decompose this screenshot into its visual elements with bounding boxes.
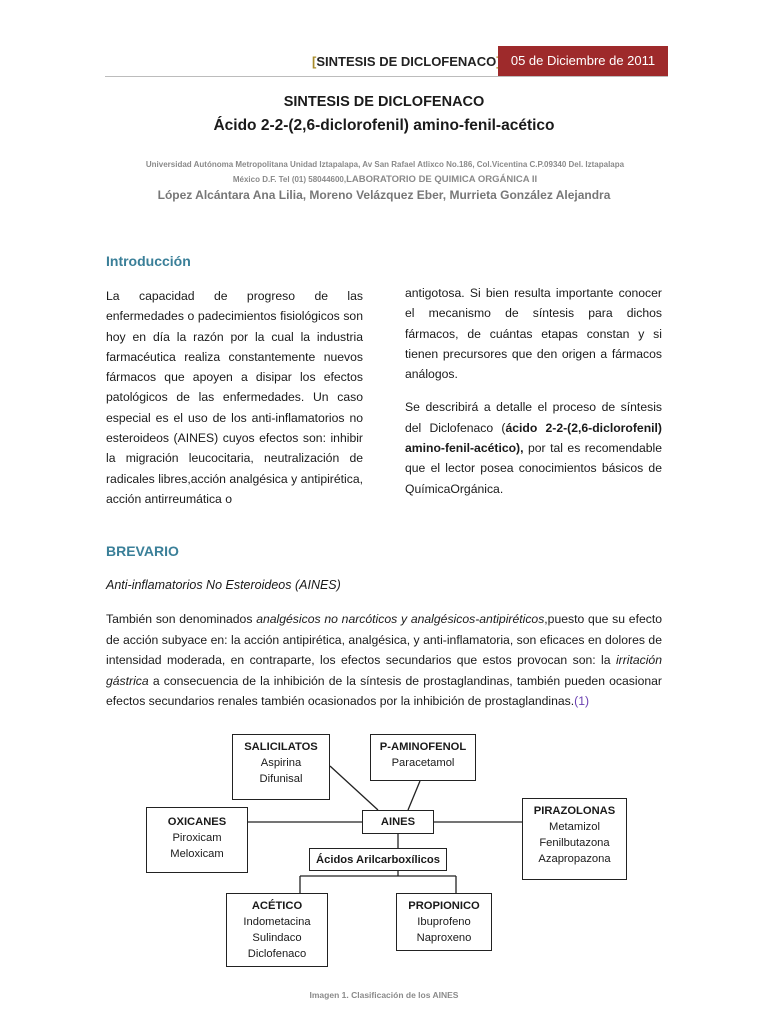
node-title: P-AMINOFENOL [379, 741, 467, 753]
node-item: Aspirina [260, 757, 302, 769]
node-title: AINES [380, 816, 416, 828]
node-title: PROPIONICO [408, 900, 480, 912]
lab-name: LABORATORIO DE QUIMICA ORGÁNICA II [346, 174, 538, 185]
node-item: Indometacina [243, 916, 311, 928]
node-item: Ibuprofeno [417, 916, 471, 928]
node-acetico [226, 893, 328, 967]
intro-right-paragraph-2: Se describirá a detalle el proceso de síntesis del Diclofenaco (ácido 2-2-(2,6-diclorofenil) amino-fenil-acético), por tal es recomendable que el lector posea conocimientos básicos de QuímicaOrgánica. [405, 400, 662, 496]
intro-right-paragraph-1: antigotosa. Si bien resulta importante conocer el mecanismo de síntesis para dichos fármacos, de cuántas etapas constan y si tienen precursores que den origen a fármacos análogos. [405, 286, 662, 382]
node-title: SALICILATOS [244, 741, 318, 753]
node-item: Azapropazona [538, 853, 611, 865]
node-title: OXICANES [167, 816, 227, 828]
brevario-paragraph: También son denominados analgésicos no narcóticos y analgésicos-antipiréticos,puesto que su efecto de acción subyace en: la acción antipirética, analgésica, y anti-inflamatoria, son eficaces en dolores de intensidad moderada, en contraparte, los efectos secundarios que estos provocan son: la irritación gástrica a consecuencia de la inhibición de la síntesis de prostaglandinas, también pueden ocasionar efectos secundarios renales también ocasionados por la inhibición de prostaglandinas.(1) [106, 612, 662, 708]
doc-subtitle: Ácido 2-2-(2,6-diclorofenil) amino-fenil-acético [213, 117, 555, 134]
running-header [312, 46, 656, 76]
figure-caption: Imagen 1. Clasificación de los AINES [309, 990, 459, 1000]
brevario-heading: BREVARIO [106, 543, 179, 559]
node-item: Naproxeno [416, 932, 472, 944]
node-title: ACÉTICO [251, 900, 303, 912]
node-pirazolonas [522, 798, 627, 880]
node-propionico [396, 893, 492, 951]
brevario-subtitle: Anti-inflamatorios No Esteroideos (AINES) [106, 578, 341, 592]
node-item: Difunisal [259, 773, 303, 785]
node-item: Fenilbutazona [539, 837, 610, 849]
authors: López Alcántara Ana Lilia, Moreno Velázquez Eber, Murrieta González Alejandra [157, 188, 611, 202]
node-item: Metamizol [549, 821, 600, 833]
node-aines [362, 810, 434, 834]
affiliation [110, 157, 660, 187]
header-date: 05 de Diciembre de 2011 [498, 46, 668, 76]
header-title: [SINTESIS DE DICLOFENACO [312, 53, 497, 69]
node-p-aminofenol [370, 734, 476, 781]
node-item: Paracetamol [391, 757, 455, 769]
affiliation-line-1: Universidad Autónoma Metropolitana Unidad Iztapalapa, Av San Rafael Atlixco No.186, Col.Vicentina C.P.09340 Del. Iztapalapa [145, 160, 625, 169]
node-acidos-arilcarboxilicos [309, 848, 447, 871]
intro-left-column: La capacidad de progreso de las enfermedades o padecimientos fisiológicos son hoy en día la razón por la cual la industria farmacéutica realiza constantemente nuevos fármacos que apoyen a disipar los efectos patológicos de las enfermedades. Un caso especial es el uso de los anti-inflamatorios no esteroideos (AINES) cuyos efectos son: inhibir la migración leucocitaria, neutralización de radicales libres,acción analgésica y antipirética, acción antirreumática o [106, 289, 363, 506]
intro-right-column [405, 283, 662, 512]
node-item: Meloxicam [170, 848, 224, 860]
node-title: Ácidos Arilcarboxílicos [316, 854, 440, 866]
affiliation-line-2: México D.F. Tel (01) 58044600,LABORATORIO DE QUIMICA ORGÁNICA II [232, 174, 538, 185]
intro-heading: Introducción [106, 253, 191, 269]
node-salicilatos [232, 734, 330, 800]
doc-title: SINTESIS DE DICLOFENACO [283, 94, 485, 110]
node-title: PIRAZOLONAS [533, 805, 616, 817]
node-oxicanes [146, 807, 248, 873]
node-item: Sulindaco [252, 932, 302, 944]
header-divider [105, 76, 668, 77]
reference-link[interactable]: (1) [574, 694, 590, 708]
node-item: Piroxicam [172, 832, 222, 844]
node-item: Diclofenaco [247, 948, 307, 960]
